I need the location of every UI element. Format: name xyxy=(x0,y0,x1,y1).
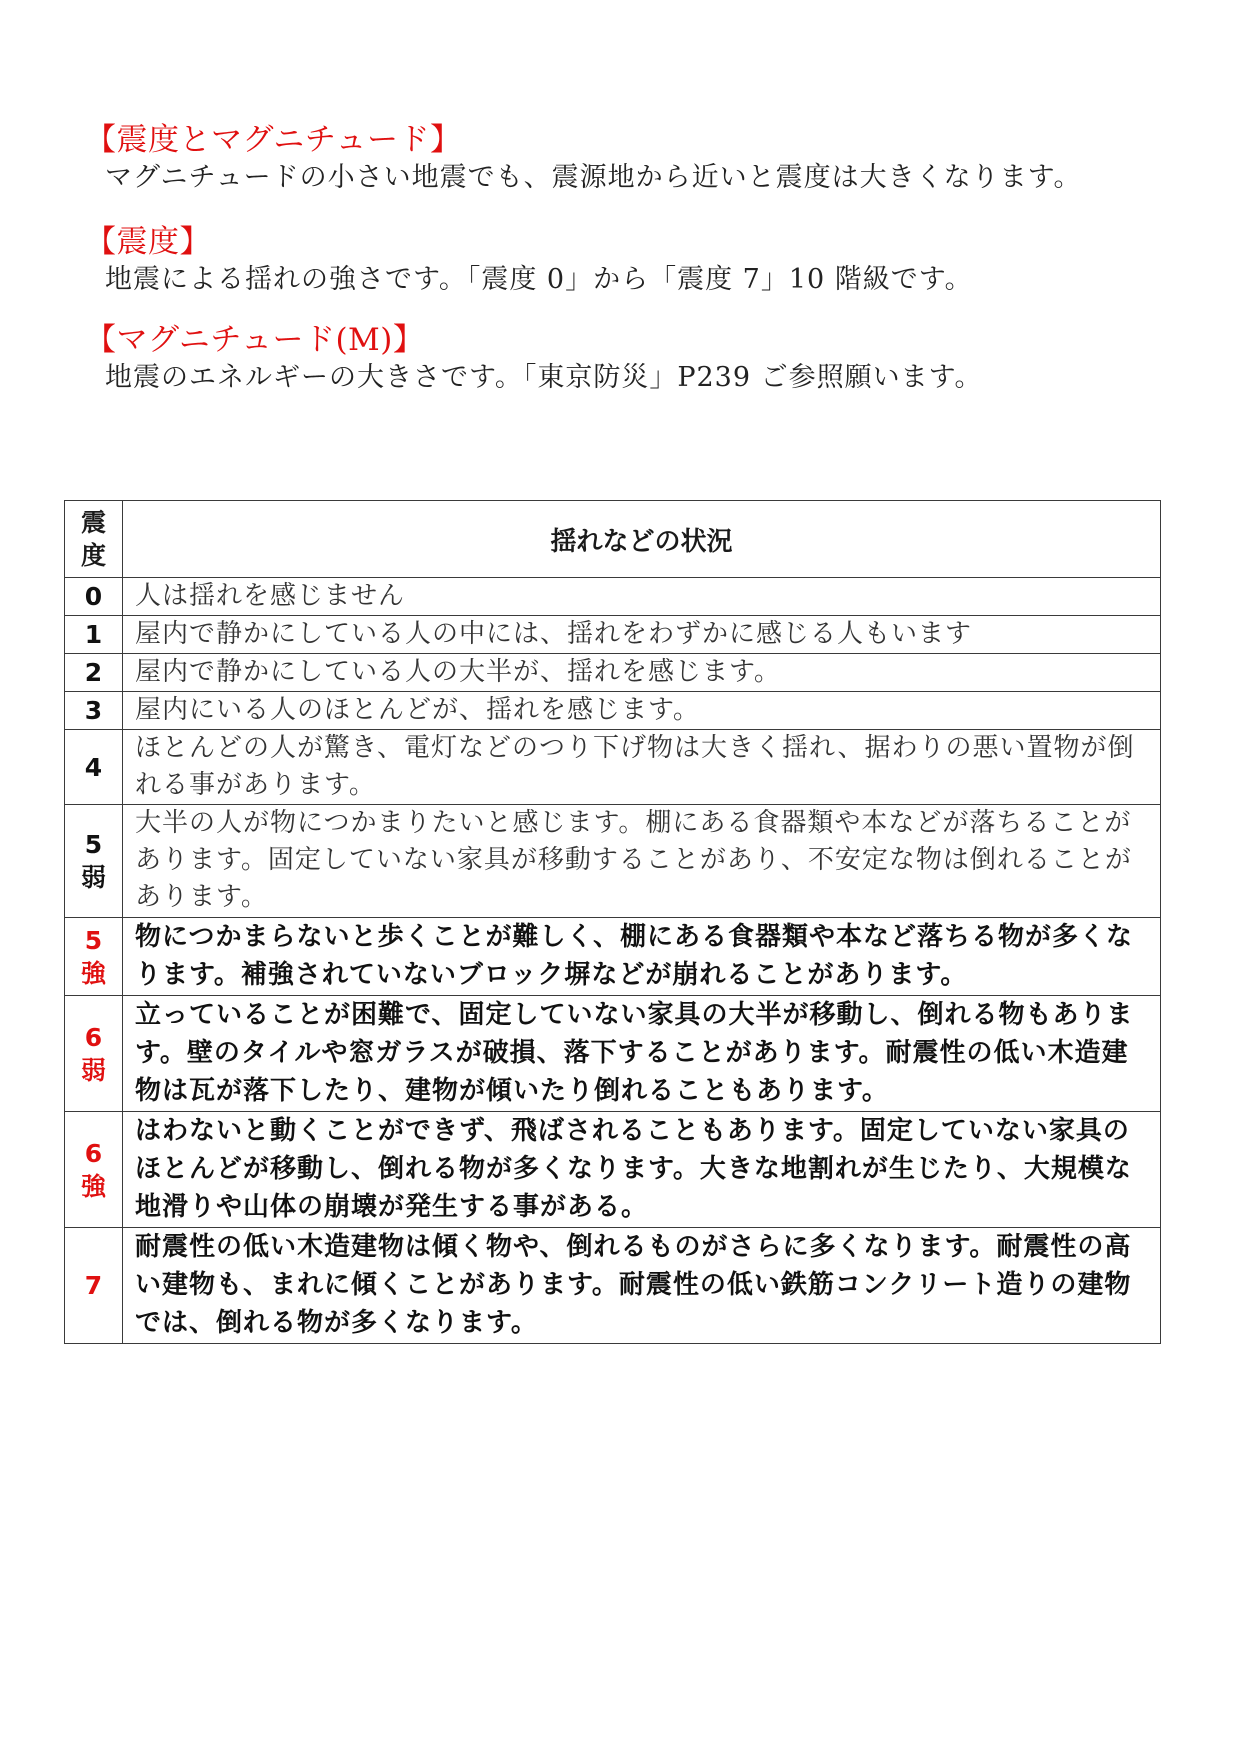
intensity-level-number: 5 xyxy=(84,925,103,955)
section-body: 地震による揺れの強さです。「震度 0」から「震度 7」10 階級です。 xyxy=(105,264,973,295)
intensity-level: 4 xyxy=(65,730,123,805)
intensity-level-suffix: 弱 xyxy=(80,863,106,892)
table-row xyxy=(65,918,1161,996)
table-row xyxy=(65,805,1161,918)
intensity-description: 耐震性の低い木造建物は傾く物や、倒れるものがさらに多くなります。耐震性の高い建物も、まれに傾くことがあります。耐震性の低い鉄筋コンクリート造りの建物では、倒れる物が多くなります。 xyxy=(123,1228,1161,1344)
intensity-description: 屋内で静かにしている人の大半が、揺れを感じます。 xyxy=(123,654,1161,692)
table-row xyxy=(65,1228,1161,1344)
intensity-level-suffix: 弱 xyxy=(80,1055,106,1085)
section-heading: 【震度とマグニチュード】 xyxy=(85,122,462,158)
intensity-description: はわないと動くことができず、飛ばされることもあります。固定していない家具のほとんどが移動し、倒れる物が多くなります。大きな地割れが生じたり、大規模な地滑りや山体の崩壊が発生する事がある。 xyxy=(123,1112,1161,1228)
table-row xyxy=(65,996,1161,1112)
intensity-level-number: 5 xyxy=(84,830,103,859)
intensity-level: 2 xyxy=(65,654,123,692)
header-intensity-line1: 震 xyxy=(80,508,106,537)
section-intensity-and-magnitude xyxy=(85,120,1165,196)
intensity-description: ほとんどの人が驚き、電灯などのつり下げ物は大きく揺れ、据わりの悪い置物が倒れる事があります。 xyxy=(123,730,1161,805)
section-heading: 【震度】 xyxy=(85,224,211,260)
intensity-level-number: 6 xyxy=(84,1022,103,1052)
intensity-level xyxy=(65,1112,123,1228)
intensity-level xyxy=(65,918,123,996)
intensity-description: 人は揺れを感じません xyxy=(123,578,1161,616)
intensity-description: 物につかまらないと歩くことが難しく、棚にある食器類や本など落ちる物が多くなります。補強されていないブロック塀などが崩れることがあります。 xyxy=(123,918,1161,996)
table-row xyxy=(65,654,1161,692)
section-heading: 【マグニチュード(M)】 xyxy=(85,322,425,358)
table-row xyxy=(65,616,1161,654)
section-body: マグニチュードの小さい地震でも、震源地から近いと震度は大きくなります。 xyxy=(105,162,1082,193)
intensity-level: 1 xyxy=(65,616,123,654)
section-magnitude xyxy=(85,320,1165,396)
intensity-description: 大半の人が物につかまりたいと感じます。棚にある食器類や本などが落ちることがあります。固定していない家具が移動することがあり、不安定な物は倒れることがあります。 xyxy=(123,805,1161,918)
intensity-description: 屋内で静かにしている人の中には、揺れをわずかに感じる人もいます xyxy=(123,616,1161,654)
header-description: 揺れなどの状況 xyxy=(123,501,1161,578)
intensity-level-suffix: 強 xyxy=(80,958,106,988)
intensity-level: 7 xyxy=(65,1228,123,1344)
intensity-level xyxy=(65,996,123,1112)
table-header-row xyxy=(65,501,1161,578)
intensity-level-suffix: 強 xyxy=(80,1171,106,1201)
intensity-level: 0 xyxy=(65,578,123,616)
header-intensity xyxy=(65,501,123,578)
intensity-description: 屋内にいる人のほとんどが、揺れを感じます。 xyxy=(123,692,1161,730)
intensity-description: 立っていることが困難で、固定していない家具の大半が移動し、倒れる物もあります。壁のタイルや窓ガラスが破損、落下することがあります。耐震性の低い木造建物は瓦が落下したり、建物が傾いたり倒れることもあります。 xyxy=(123,996,1161,1112)
header-intensity-line2: 度 xyxy=(80,541,106,570)
intensity-level xyxy=(65,805,123,918)
table-row xyxy=(65,578,1161,616)
table-row xyxy=(65,692,1161,730)
table-row xyxy=(65,730,1161,805)
seismic-intensity-table xyxy=(64,500,1161,1344)
intensity-level: 3 xyxy=(65,692,123,730)
table-row xyxy=(65,1112,1161,1228)
intensity-level-number: 6 xyxy=(84,1138,103,1168)
section-intensity xyxy=(85,222,1165,298)
section-body: 地震のエネルギーの大きさです。「東京防災」P239 ご参照願います。 xyxy=(105,362,983,393)
